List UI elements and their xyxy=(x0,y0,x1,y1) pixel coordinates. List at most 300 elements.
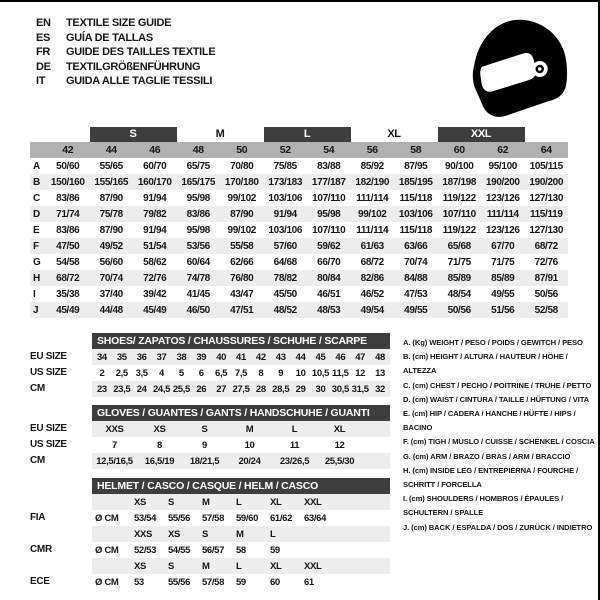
language-code: IT xyxy=(36,75,46,88)
size-value: 25,5/30 xyxy=(324,455,355,467)
measurement-value: 111/114 xyxy=(356,192,389,204)
helmet-size-row-ece xyxy=(30,558,390,574)
measurement-value: 48/54 xyxy=(447,288,471,300)
row-letter: I xyxy=(33,288,36,300)
size-label: XXL xyxy=(304,560,322,572)
size-value: 13 xyxy=(375,367,385,379)
measurement-value: 43/47 xyxy=(230,288,254,300)
helmet-icon xyxy=(466,18,578,120)
shoes-row-us xyxy=(30,365,390,381)
measurement-value: 47/53 xyxy=(404,288,428,300)
shoes-row-cm xyxy=(30,381,390,397)
shoes-values-cm xyxy=(92,381,390,397)
gloves-row-cm xyxy=(30,453,390,469)
measurement-value: 87/95 xyxy=(404,160,428,172)
row-letter: H xyxy=(33,272,40,284)
size-number: 44 xyxy=(105,144,117,156)
unit-label: Ø CM xyxy=(95,544,119,556)
measurement-value: 55/58 xyxy=(230,240,254,252)
measurement-value: 95/98 xyxy=(186,192,210,204)
size-value: 5 xyxy=(178,367,184,379)
shoes-row-eu xyxy=(30,349,390,365)
shoes-title-row xyxy=(30,333,390,349)
size-value: 47 xyxy=(355,351,366,363)
measurement-row-b xyxy=(30,174,568,190)
measurement-value: 85/89 xyxy=(491,272,515,284)
size-group-l: L xyxy=(264,127,351,142)
row-label: CM xyxy=(30,383,45,394)
measurement-value: 173/183 xyxy=(268,176,303,188)
measurement-value: 99/102 xyxy=(358,208,387,220)
measurement-value: 49/52 xyxy=(99,240,123,252)
row-letter: D xyxy=(33,208,40,220)
size-value: XL xyxy=(333,423,346,435)
size-label: L xyxy=(236,496,242,508)
language-title-text: GUIDA ALLE TAGLIE TESSILI xyxy=(66,75,213,88)
measurement-value: 70/74 xyxy=(99,272,123,284)
size-value: S xyxy=(201,423,208,435)
measurement-value: 187/198 xyxy=(442,176,477,188)
measurement-value: 60/70 xyxy=(143,160,167,172)
size-value: 24,5 xyxy=(152,383,171,395)
size-value: 40 xyxy=(216,351,227,363)
size-value: 54/55 xyxy=(168,544,191,556)
size-label: L xyxy=(236,560,242,572)
measurement-value: 71/75 xyxy=(447,256,471,268)
size-value: 27 xyxy=(216,383,227,395)
language-title-row xyxy=(36,60,215,75)
size-value: 38 xyxy=(176,351,187,363)
size-number: 48 xyxy=(192,144,204,156)
measurement-value: 53/56 xyxy=(186,240,210,252)
measurement-value: 58/62 xyxy=(143,256,167,268)
measurement-value: 87/91 xyxy=(534,272,558,284)
size-value: 59 xyxy=(270,544,280,556)
size-value: 55/56 xyxy=(168,576,191,588)
language-code: DE xyxy=(36,60,51,73)
size-value: 35 xyxy=(116,351,127,363)
measurement-value: 103/106 xyxy=(268,224,303,236)
measurement-value: 47/51 xyxy=(230,304,254,316)
measurement-value: 90/100 xyxy=(445,160,474,172)
measurement-value: 105/115 xyxy=(529,160,563,172)
size-value: 16,5/19 xyxy=(144,455,175,467)
size-label: M xyxy=(202,560,210,572)
size-number: 46 xyxy=(149,144,161,156)
measurement-value: 51/54 xyxy=(143,240,167,252)
size-value: 59/60 xyxy=(236,512,259,524)
measurement-value: 111/114 xyxy=(356,224,389,236)
helmet-sizes-ece xyxy=(92,558,390,574)
language-title-text: TEXTILGRÖßENFÜHRUNG xyxy=(66,60,201,73)
measurement-value: 52/58 xyxy=(534,304,558,316)
measurement-value: 72/76 xyxy=(143,272,167,284)
size-value: 43 xyxy=(275,351,286,363)
shoes-title: SHOES/ ZAPATOS / CHAUSSURES / SCHUHE / SCARPE xyxy=(92,333,390,349)
measurement-value: 87/90 xyxy=(99,224,123,236)
legend-item: E. (cm) HIP / CADERA / HANCHE / HÜFTE / HIPS / BACINO xyxy=(403,409,576,433)
measurement-value: 54/58 xyxy=(56,256,80,268)
size-value: 20/24 xyxy=(238,455,261,467)
language-code: FR xyxy=(36,46,51,59)
measurement-value: 44/48 xyxy=(99,304,123,316)
size-value: 23,5 xyxy=(113,383,131,395)
size-value: 3,5 xyxy=(135,367,148,379)
measurement-value: 49/54 xyxy=(360,304,384,316)
language-title-text: GUIDE DES TAILLES TEXTILE xyxy=(66,46,216,59)
shoes-values-eu xyxy=(92,349,390,365)
row-label: CM xyxy=(30,455,45,466)
standard-label: FIA xyxy=(30,512,46,523)
size-value: 18/21,5 xyxy=(189,455,220,467)
language-title-row xyxy=(36,45,215,60)
measurement-value: 65/75 xyxy=(186,160,210,172)
measurement-value: 46/51 xyxy=(317,288,341,300)
measurement-value: 83/86 xyxy=(56,192,80,204)
helmet-value-row-cmr xyxy=(30,542,390,558)
measurement-value: 37/40 xyxy=(99,288,123,300)
size-value: XS xyxy=(153,423,166,435)
row-letter: J xyxy=(33,304,39,316)
measurement-value: 56/60 xyxy=(99,256,123,268)
language-title-row xyxy=(36,74,215,89)
size-group-s: S xyxy=(90,127,177,142)
legend-item: G. (cm) ARM / BRAZO / BRAS / ARM / BRACCIO xyxy=(403,451,571,461)
size-value: 6,5 xyxy=(215,367,228,379)
size-value: 4 xyxy=(159,367,164,379)
row-letter: B xyxy=(33,176,40,188)
size-value: 12 xyxy=(355,367,366,379)
size-label: XS xyxy=(134,560,146,572)
size-value: 30 xyxy=(315,383,326,395)
measurement-value: 185/195 xyxy=(398,176,433,188)
measurement-value: 48/53 xyxy=(317,304,341,316)
measurement-value: 111/114 xyxy=(486,208,519,220)
measurement-value: 95/98 xyxy=(317,208,341,220)
measurement-value: 75/78 xyxy=(99,208,123,220)
size-value: 48 xyxy=(375,351,385,363)
size-value: 12 xyxy=(334,439,345,451)
helmet-sizes-fia xyxy=(92,494,390,510)
measurement-value: 84/88 xyxy=(404,272,428,284)
measurement-value: 47/50 xyxy=(56,240,80,252)
gloves-size-table xyxy=(30,405,390,469)
size-value: 7 xyxy=(112,439,117,451)
size-label: M xyxy=(236,528,244,540)
gloves-title-row xyxy=(30,405,390,421)
size-group-xl: XL xyxy=(387,127,401,140)
measurement-value: 59/62 xyxy=(317,240,341,252)
size-number: 64 xyxy=(540,144,552,156)
size-value: XXS xyxy=(105,423,124,435)
size-number: 50 xyxy=(236,144,248,156)
row-letter: F xyxy=(33,240,39,252)
size-value: 11,5 xyxy=(332,367,349,379)
size-value: 42 xyxy=(255,351,266,363)
row-label: EU SIZE xyxy=(30,423,67,434)
helmet-values-ece xyxy=(92,574,390,590)
helmet-title: HELMET / CASCO / CASQUE / HELM / CASCO xyxy=(92,478,390,494)
size-label: S xyxy=(168,560,174,572)
size-value: 56/57 xyxy=(202,544,225,556)
measurement-value: 61/63 xyxy=(360,240,384,252)
measurement-value: 83/88 xyxy=(317,160,341,172)
size-label: M xyxy=(202,496,210,508)
size-value: 44 xyxy=(295,351,306,363)
measurement-value: 127/130 xyxy=(529,192,564,204)
measurement-value: 82/86 xyxy=(360,272,384,284)
measurement-value: 72/76 xyxy=(534,256,558,268)
size-value: 2,5 xyxy=(115,367,128,379)
size-value: 10,5 xyxy=(311,367,329,379)
legend-item: I. (cm) SHOULDERS / HOMBROS / ÉPAULES / SCHULTERN / SPALLE xyxy=(403,494,564,518)
measurement-value: 177/187 xyxy=(311,176,346,188)
size-value: 60 xyxy=(270,576,280,588)
measurement-row-c xyxy=(30,190,568,206)
size-number: 60 xyxy=(453,144,465,156)
measurement-value: 83/86 xyxy=(186,208,210,220)
measurement-value: 182/190 xyxy=(355,176,390,188)
measurement-value: 68/72 xyxy=(534,240,558,252)
measurement-value: 35/38 xyxy=(56,288,80,300)
language-code: ES xyxy=(36,31,51,44)
measurement-value: 91/94 xyxy=(273,208,297,220)
measurement-value: 78/82 xyxy=(273,272,297,284)
measurement-value: 46/52 xyxy=(360,288,384,300)
measurement-value: 155/165 xyxy=(94,176,129,188)
size-value: 53 xyxy=(134,576,144,588)
measurement-value: 60/64 xyxy=(186,256,210,268)
size-label: XXL xyxy=(304,496,322,508)
size-value: 2 xyxy=(99,367,105,379)
measurement-value: 71/75 xyxy=(491,256,515,268)
legend-item: F. (cm) TIGH / MUSLO / CUISSE / SCHENKEL / COSCIA xyxy=(403,437,595,447)
measurement-row-j xyxy=(30,302,568,318)
measurement-value: 68/72 xyxy=(56,272,80,284)
measurement-value: 71/74 xyxy=(56,208,80,220)
size-value: 8 xyxy=(157,439,162,451)
measurement-value: 48/52 xyxy=(273,304,297,316)
measurement-value: 127/130 xyxy=(529,224,564,236)
measurement-value: 160/170 xyxy=(137,176,172,188)
measurement-value: 70/80 xyxy=(230,160,254,172)
measurement-value: 55/65 xyxy=(99,160,123,172)
size-group-m: M xyxy=(215,127,225,140)
row-label: EU SIZE xyxy=(30,351,67,362)
size-value: 34 xyxy=(96,351,107,363)
size-value: 46 xyxy=(335,351,346,363)
size-label: XL xyxy=(270,496,282,508)
size-value: 55/56 xyxy=(168,512,191,524)
size-number: 62 xyxy=(497,144,509,156)
measurement-value: 49/55 xyxy=(491,288,515,300)
helmet-size-table xyxy=(30,478,390,590)
measurement-value: 74/78 xyxy=(186,272,210,284)
size-value: M xyxy=(245,423,254,435)
standard-label: ECE xyxy=(30,576,50,587)
size-value: 45 xyxy=(315,351,326,363)
size-value: 58 xyxy=(236,544,246,556)
language-title-text: TEXTILE SIZE GUIDE xyxy=(66,17,172,30)
measurement-value: 79/82 xyxy=(143,208,167,220)
measurement-row-i xyxy=(30,286,568,302)
size-value: 9 xyxy=(278,367,284,379)
size-value: 25,5 xyxy=(172,383,190,395)
measurement-value: 103/106 xyxy=(268,192,303,204)
size-value: 27,5 xyxy=(232,383,250,395)
size-value: 31,5 xyxy=(351,383,369,395)
size-value: 36 xyxy=(136,351,147,363)
size-number-row xyxy=(30,142,568,158)
size-number: 56 xyxy=(366,144,378,156)
measurement-row-d xyxy=(30,206,568,222)
measurement-row-e xyxy=(30,222,568,238)
measurement-value: 103/106 xyxy=(398,208,433,220)
size-value: 37 xyxy=(156,351,167,363)
measurement-value: 87/90 xyxy=(230,208,254,220)
size-value: 10 xyxy=(244,439,255,451)
row-letter: G xyxy=(33,256,41,268)
size-group-xxl: XXL xyxy=(438,127,525,142)
size-label: XXS xyxy=(134,528,152,540)
measurement-value: 45/49 xyxy=(143,304,167,316)
size-value: 28,5 xyxy=(272,383,290,395)
legend-item: A. (Kg) WEIGHT / PESO / POIDS / GEWITCH / PESO xyxy=(403,338,583,347)
measurement-value: 51/56 xyxy=(491,304,515,316)
legend-item: H. (cm) INSIDE LEG / ENTREPIERNA / FOURCHE / SCHRITT / FORCELLA xyxy=(403,465,579,490)
language-title-text: GUÍA DE TALLAS xyxy=(66,31,153,44)
size-value: 23/26,5 xyxy=(279,455,310,467)
measurement-value: 115/118 xyxy=(399,192,433,204)
measurement-value: 190/200 xyxy=(529,176,564,188)
measurement-value: 63/66 xyxy=(404,240,428,252)
measurement-value: 83/86 xyxy=(56,224,80,236)
gloves-values-us xyxy=(92,437,390,453)
measurement-value: 76/80 xyxy=(230,272,254,284)
measurement-value: 66/70 xyxy=(317,256,341,268)
size-value: 12,5/16,5 xyxy=(96,455,133,467)
measurement-row-g xyxy=(30,254,568,270)
standard-label: CMR xyxy=(30,544,52,555)
measurement-row-f xyxy=(30,238,568,254)
measurement-value: 123/126 xyxy=(485,224,520,236)
measurement-value: 87/90 xyxy=(99,192,123,204)
size-group-row xyxy=(30,126,568,142)
size-label: XS xyxy=(134,496,146,508)
row-letter: C xyxy=(33,192,40,204)
unit-label: Ø CM xyxy=(95,512,119,524)
measurement-value: 85/89 xyxy=(447,272,471,284)
size-number: 52 xyxy=(279,144,291,156)
row-label: US SIZE xyxy=(30,367,67,378)
size-label: S xyxy=(168,496,174,508)
measurement-value: 57/60 xyxy=(273,240,297,252)
size-value: 32 xyxy=(375,383,385,395)
language-title-list xyxy=(36,16,215,89)
size-label: XL xyxy=(270,560,282,572)
measurement-value: 68/72 xyxy=(360,256,384,268)
helmet-size-row-fia xyxy=(30,494,390,510)
measurement-value: 46/50 xyxy=(186,304,210,316)
measurement-value: 91/94 xyxy=(143,192,167,204)
size-value: 9 xyxy=(202,439,207,451)
size-value: 23 xyxy=(96,383,107,395)
measurement-value: 75/85 xyxy=(273,160,297,172)
size-number: 54 xyxy=(323,144,335,156)
measurement-value: 62/66 xyxy=(230,256,254,268)
shoes-size-table xyxy=(30,333,390,397)
measurement-value: 64/68 xyxy=(273,256,297,268)
measurement-value: 107/110 xyxy=(312,192,346,204)
measurement-value: 119/122 xyxy=(442,224,476,236)
measurement-value: 119/122 xyxy=(442,192,476,204)
measurement-value: 50/60 xyxy=(56,160,80,172)
size-value: 53/54 xyxy=(134,512,157,524)
size-value: 24 xyxy=(136,383,147,395)
gloves-values-eu xyxy=(92,421,390,437)
clothing-size-table xyxy=(30,126,568,318)
size-value: 63/64 xyxy=(304,512,327,524)
measurement-value: 39/42 xyxy=(143,288,167,300)
size-value: 7,5 xyxy=(234,367,248,379)
measurement-value: 45/49 xyxy=(56,304,80,316)
visor-pivot-center xyxy=(538,67,542,71)
helmet-value-row-ece xyxy=(30,574,390,590)
size-value: 10 xyxy=(295,367,306,379)
top-border xyxy=(0,0,600,2)
row-letter: A xyxy=(33,160,40,172)
size-value: 6 xyxy=(198,367,204,379)
size-value: L xyxy=(291,423,298,435)
shoes-values-us xyxy=(92,365,390,381)
size-label: XS xyxy=(168,528,180,540)
measurement-value: 190/200 xyxy=(485,176,520,188)
measurement-value: 99/102 xyxy=(227,192,256,204)
helmet-size-row-cmr xyxy=(30,526,390,542)
measurement-value: 165/175 xyxy=(181,176,216,188)
helmet-values-cmr xyxy=(92,542,390,558)
size-value: 30,5 xyxy=(331,383,349,395)
measurement-value: 95/98 xyxy=(186,224,210,236)
size-value: 39 xyxy=(196,351,207,363)
gloves-title: GLOVES / GUANTES / GANTS / HANDSCHUHE / GUANTI xyxy=(92,405,390,421)
measurement-value: 107/110 xyxy=(312,224,346,236)
measurement-value: 70/74 xyxy=(404,256,428,268)
measurement-value: 150/160 xyxy=(50,176,85,188)
measurement-value: 123/126 xyxy=(485,192,520,204)
legend-item: B. (cm) HEIGHT / ALTURA / HAUTEUR / HÖHE / ALTEZZA xyxy=(403,352,568,376)
measurement-value: 50/56 xyxy=(534,288,558,300)
measurement-value: 99/102 xyxy=(227,224,256,236)
size-label: S xyxy=(202,528,208,540)
size-number: 58 xyxy=(410,144,422,156)
size-value: 28 xyxy=(255,383,266,395)
measurement-value: 115/118 xyxy=(399,224,433,236)
measurement-value: 95/100 xyxy=(488,160,517,172)
helmet-value-row-fia xyxy=(30,510,390,526)
measurement-value: 170/180 xyxy=(224,176,259,188)
measurement-value: 91/94 xyxy=(143,224,167,236)
gloves-values-cm xyxy=(92,453,390,469)
row-label: US SIZE xyxy=(30,439,67,450)
language-title-row xyxy=(36,16,215,31)
helmet-title-row xyxy=(30,478,390,494)
size-value: 11 xyxy=(289,439,300,451)
size-number: 42 xyxy=(62,144,74,156)
size-value: 26 xyxy=(196,383,207,395)
helmet-values-fia xyxy=(92,510,390,526)
measurement-row-a xyxy=(30,158,568,174)
